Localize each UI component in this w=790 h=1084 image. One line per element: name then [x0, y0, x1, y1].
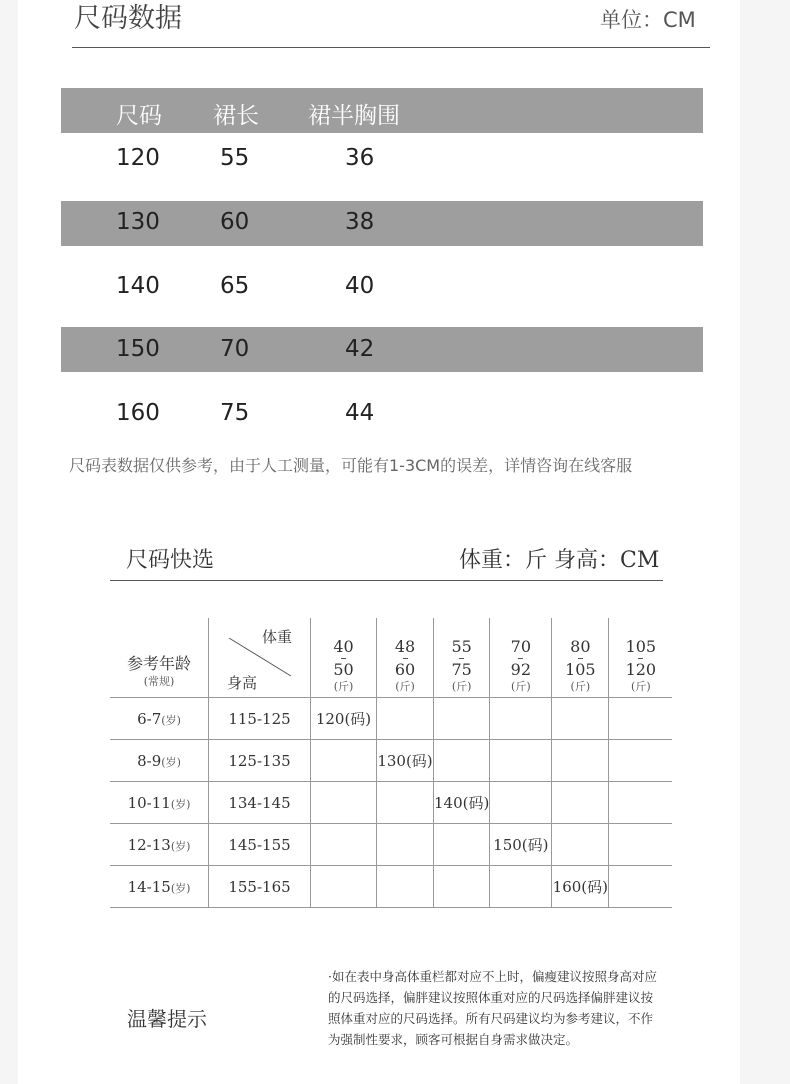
age-value: 12-13: [127, 835, 171, 854]
size-cell: 130: [116, 209, 160, 235]
height-label: 身高: [227, 674, 258, 692]
jin-unit: (斤): [631, 680, 651, 693]
table-row: [110, 824, 672, 866]
weight-label: 体重: [261, 628, 292, 646]
size-cell: 40: [345, 273, 375, 299]
sui-unit: (岁): [170, 797, 191, 811]
quick-unit: 体重：斤 身高：CM: [459, 548, 660, 573]
empty-cell: [490, 866, 552, 908]
dash: [638, 658, 643, 659]
header-size: 尺码: [116, 103, 162, 129]
size-note: 尺码表数据仅供参考，由于人工测量，可能有1-3CM的误差，详情咨询在线客服: [69, 456, 633, 475]
size-cell: 60: [220, 209, 250, 235]
weight-max: 75: [451, 660, 472, 679]
empty-cell: [434, 740, 490, 782]
size-cell: 130(码): [377, 740, 434, 782]
height-cell: 115-125: [209, 698, 311, 740]
height-cell: 125-135: [209, 740, 311, 782]
weight-range-header: [609, 618, 673, 698]
quick-title: 尺码快选: [126, 548, 215, 573]
age-cell: [110, 698, 209, 740]
weight-max: 105: [565, 660, 596, 679]
empty-cell: [609, 866, 673, 908]
weight-min: 40: [333, 637, 354, 656]
age-cell: [110, 740, 209, 782]
age-value: 8-9: [137, 751, 162, 770]
weight-max: 92: [510, 660, 532, 679]
divider: [110, 580, 663, 581]
tips-text: ·如在表中身高体重栏都对应不上时，偏瘦建议按照身高对应的尺码选择，偏胖建议按照体重对应的尺码选择偏胖建议按照体重对应的尺码选择。所有尺码建议均为参考建议，不作为强制性要求，顾客可根据自身需求做决定。: [328, 969, 657, 1047]
weight-range-header: [434, 618, 490, 698]
empty-cell: [552, 824, 609, 866]
size-cell: 120: [116, 145, 160, 171]
empty-cell: [552, 782, 609, 824]
empty-cell: [377, 866, 434, 908]
empty-cell: [609, 698, 673, 740]
sui-unit: (岁): [161, 713, 181, 727]
size-cell: 38: [345, 209, 375, 235]
sui-unit: (岁): [170, 839, 191, 853]
weight-range-header: [377, 618, 434, 698]
weight-min: 48: [394, 637, 416, 656]
dash: [341, 658, 346, 659]
size-cell: 65: [220, 273, 250, 299]
weight-range-header: [490, 618, 552, 698]
age-sub-label: (常规): [143, 675, 175, 688]
empty-cell: [311, 782, 377, 824]
empty-cell: [609, 782, 673, 824]
table-row: [110, 740, 672, 782]
empty-cell: [434, 866, 490, 908]
height-cell: 155-165: [209, 866, 311, 908]
empty-cell: [609, 740, 673, 782]
size-cell: 44: [345, 400, 375, 426]
size-cell: 70: [220, 336, 250, 362]
jin-unit: (斤): [333, 680, 354, 693]
age-cell: [110, 866, 209, 908]
jin-unit: (斤): [395, 680, 415, 693]
weight-min: 70: [510, 637, 532, 656]
size-cell: 42: [345, 336, 375, 362]
jin-unit: (斤): [451, 680, 472, 693]
empty-cell: [311, 824, 377, 866]
jin-unit: (斤): [511, 680, 531, 693]
empty-cell: [552, 740, 609, 782]
weight-min: 80: [570, 637, 591, 656]
unit-label: 单位：CM: [600, 8, 696, 32]
size-cell: 140: [116, 273, 160, 299]
divider: [72, 47, 710, 48]
weight-range-header: [552, 618, 609, 698]
weight-max: 50: [333, 660, 354, 679]
empty-cell: [311, 866, 377, 908]
empty-cell: [434, 698, 490, 740]
height-cell: 145-155: [209, 824, 311, 866]
dash: [459, 658, 464, 659]
empty-cell: [490, 740, 552, 782]
height-cell: 134-145: [209, 782, 311, 824]
header-length: 裙长: [213, 103, 259, 129]
age-cell: [110, 824, 209, 866]
empty-cell: [609, 824, 673, 866]
weight-max: 60: [394, 660, 416, 679]
dash: [578, 658, 583, 659]
dash: [518, 658, 523, 659]
dash: [403, 658, 408, 659]
header-bust: 裙半胸围: [308, 103, 400, 129]
empty-cell: [490, 782, 552, 824]
empty-cell: [377, 824, 434, 866]
weight-range-header: [311, 618, 377, 698]
sui-unit: (岁): [161, 755, 181, 769]
diagonal-header: [209, 618, 311, 698]
size-cell: 75: [220, 400, 250, 426]
age-value: 6-7: [137, 709, 162, 728]
weight-min: 55: [451, 637, 472, 656]
table-row: [110, 698, 672, 740]
empty-cell: [377, 698, 434, 740]
empty-cell: [552, 698, 609, 740]
age-cell: [110, 782, 209, 824]
quick-size-table: [110, 618, 672, 908]
empty-cell: [311, 740, 377, 782]
size-cell: 150: [116, 336, 160, 362]
sui-unit: (岁): [170, 881, 191, 895]
weight-min: 105: [625, 637, 657, 656]
diagonal-line: [209, 618, 310, 691]
size-cell: 140(码): [434, 782, 490, 824]
table-row: [110, 782, 672, 824]
size-cell: 150(码): [490, 824, 552, 866]
table-row: [110, 866, 672, 908]
size-cell: 55: [220, 145, 250, 171]
size-cell: 160(码): [552, 866, 609, 908]
empty-cell: [434, 824, 490, 866]
empty-cell: [377, 782, 434, 824]
size-cell: 36: [345, 145, 375, 171]
empty-cell: [490, 698, 552, 740]
age-header-label: 参考年龄: [126, 654, 191, 673]
age-value: 10-11: [127, 793, 171, 812]
size-data-title: 尺码数据: [74, 3, 182, 34]
weight-max: 120: [625, 660, 657, 679]
age-value: 14-15: [127, 877, 171, 896]
age-header: [110, 618, 209, 698]
tips-title: 温馨提示: [127, 1007, 207, 1031]
size-cell: 120(码): [311, 698, 377, 740]
size-cell: 160: [116, 400, 160, 426]
jin-unit: (斤): [570, 680, 591, 693]
